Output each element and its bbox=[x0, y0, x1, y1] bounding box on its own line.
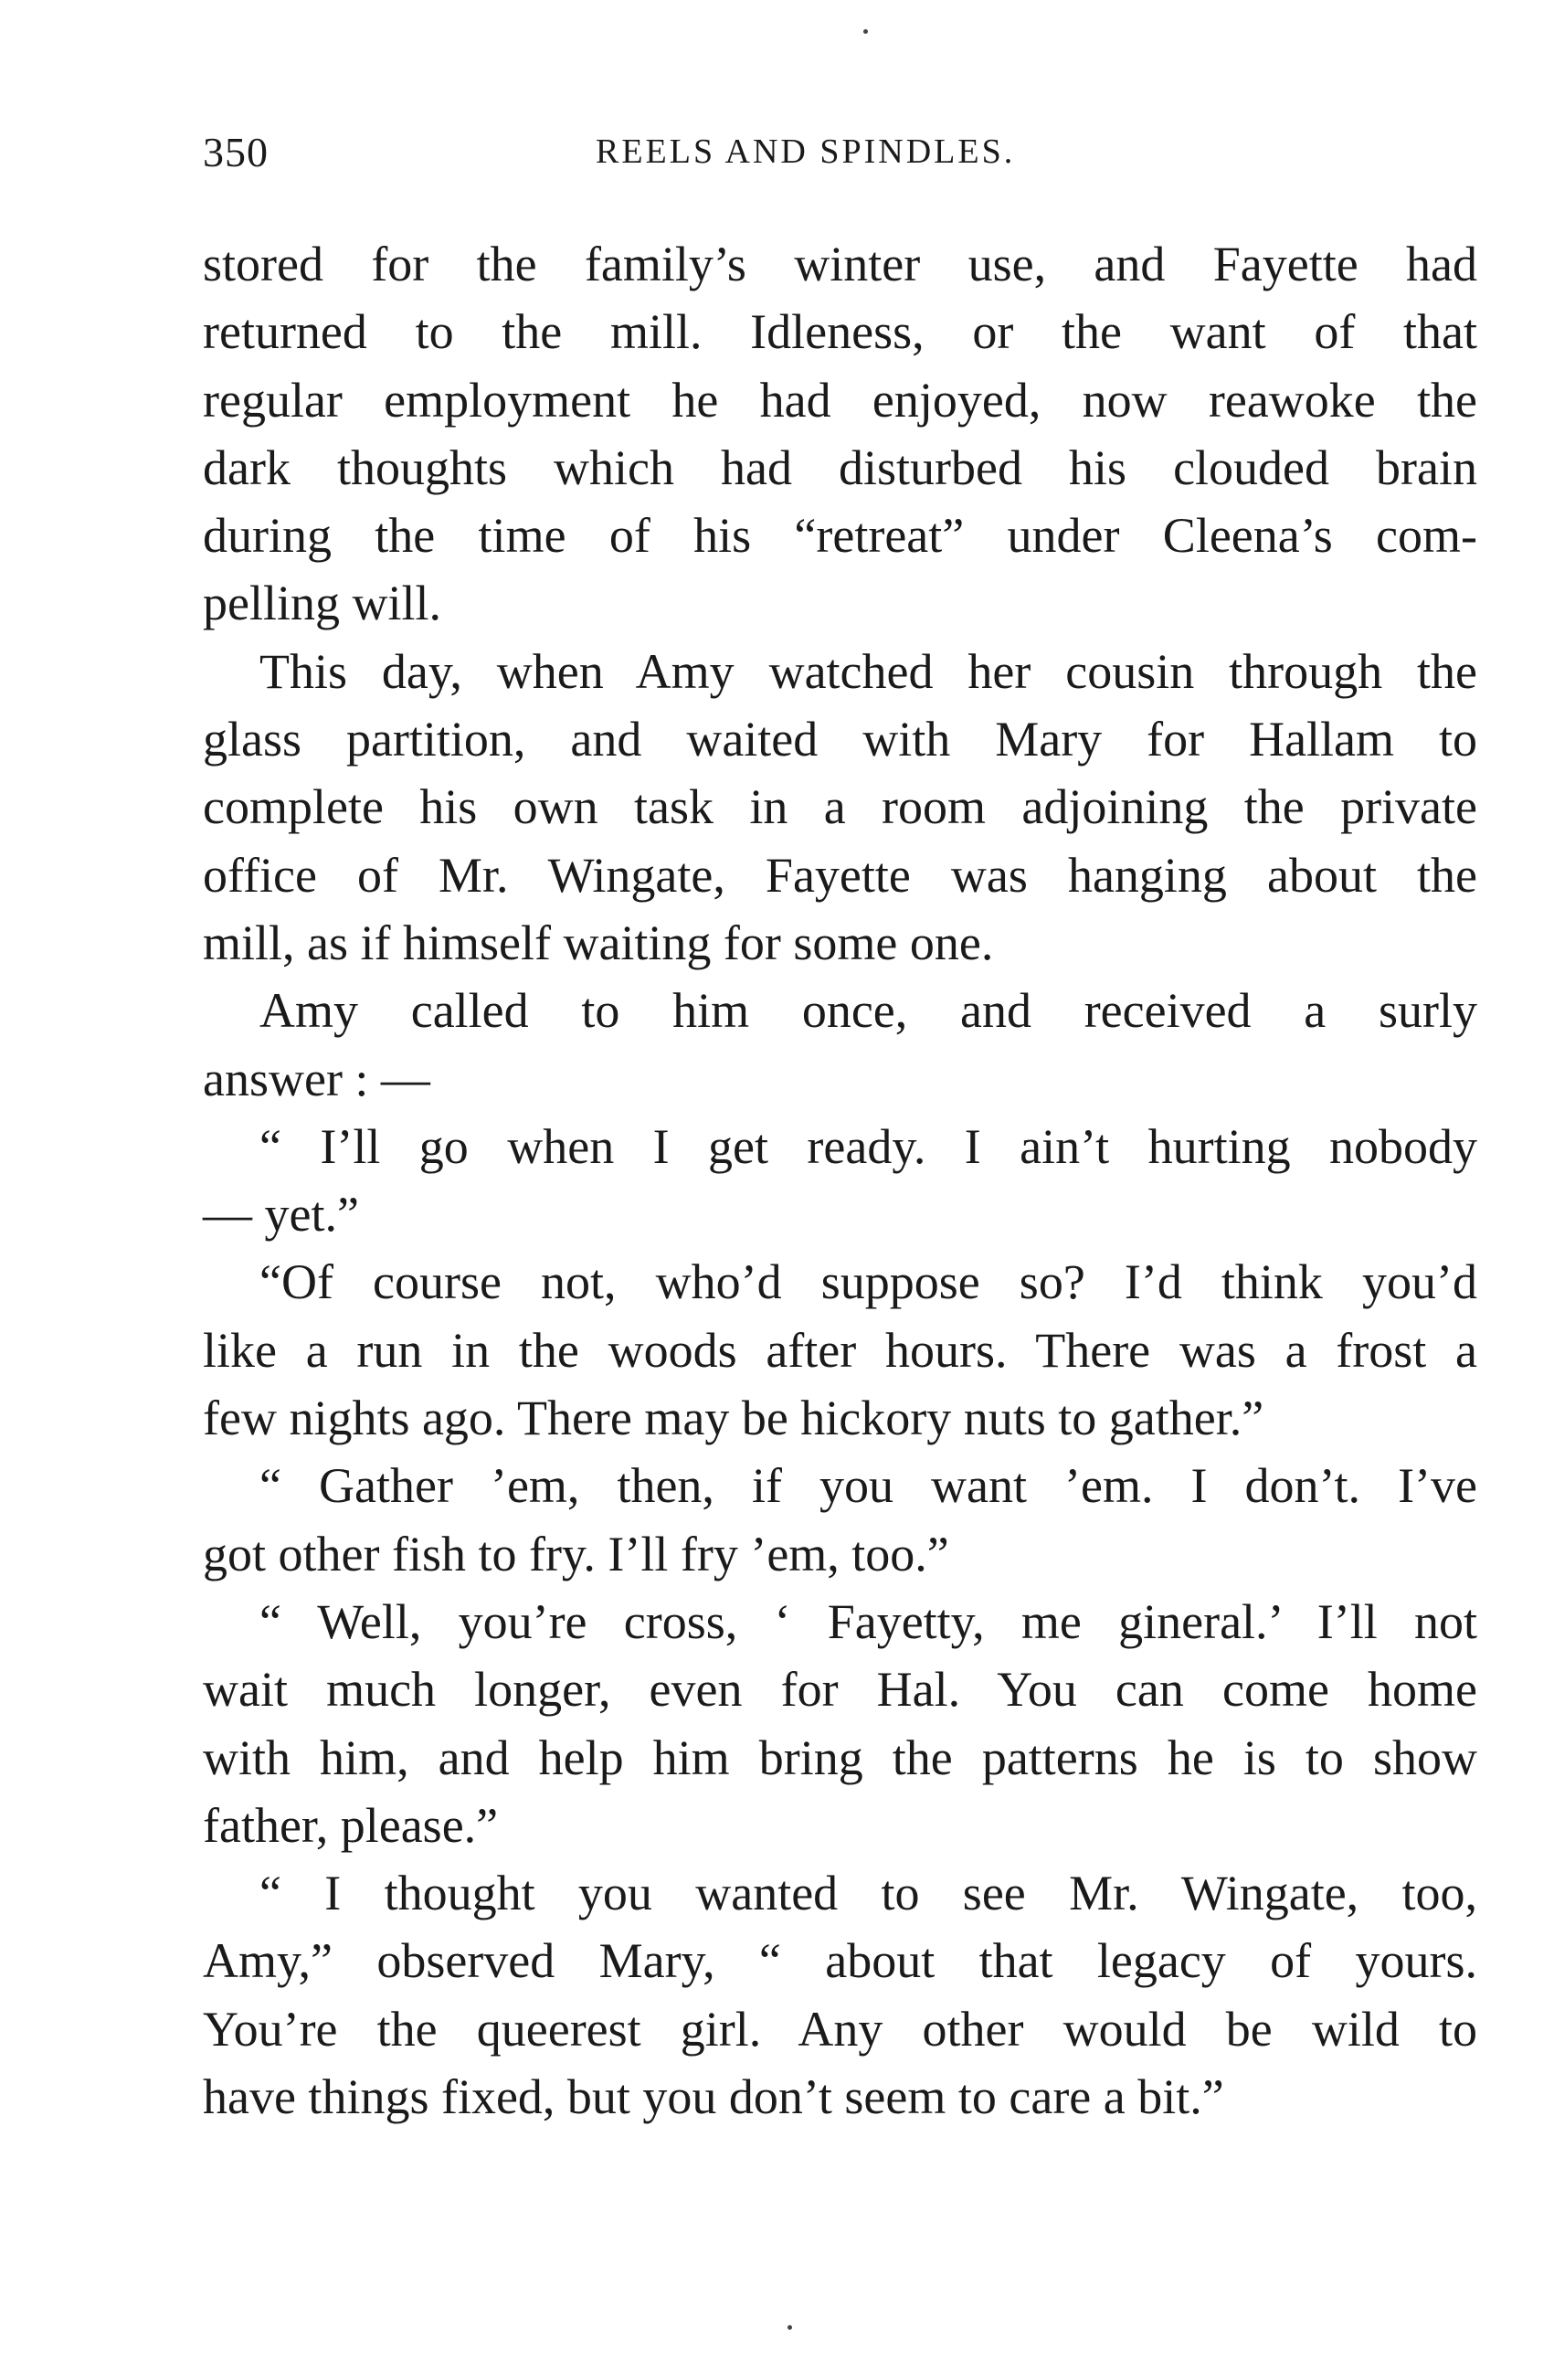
text-line: have things fixed, but you don’t seem to care a bit.” bbox=[203, 2069, 1224, 2125]
text-line: “ I thought you wanted to see Mr. Wingate, too, bbox=[259, 1866, 1477, 1921]
text-line: — yet.” bbox=[203, 1187, 359, 1243]
running-head: REELS AND SPINDLES. bbox=[596, 132, 1016, 171]
text-line: during the time of his “retreat” under Cleena’s com- bbox=[203, 508, 1477, 564]
text-line: pelling will. bbox=[203, 576, 441, 631]
text-line: Amy,” observed Mary, “ about that legacy of yours. bbox=[203, 1933, 1477, 1989]
text-line: answer : — bbox=[203, 1051, 430, 1106]
text-line: dark thoughts which had disturbed his clouded brain bbox=[203, 439, 1477, 495]
text-line: got other fish to fry. I’ll fry ’em, too.” bbox=[203, 1526, 949, 1581]
text-line: complete his own task in a room adjoining the private bbox=[203, 779, 1477, 835]
text-line: Amy called to him once, and received a surly bbox=[259, 983, 1477, 1039]
text-line: This day, when Amy watched her cousin through the bbox=[259, 643, 1477, 699]
text-line: wait much longer, even for Hal. You can come home bbox=[203, 1662, 1477, 1718]
scan-speck bbox=[863, 29, 868, 34]
page-number: 350 bbox=[203, 129, 269, 175]
text-line: mill, as if himself waiting for some one. bbox=[203, 915, 994, 970]
text-line: regular employment he had enjoyed, now reawoke the bbox=[203, 372, 1477, 428]
text-line: returned to the mill. Idleness, or the want of that bbox=[203, 304, 1477, 360]
body-text bbox=[203, 230, 1477, 2131]
text-line: office of Mr. Wingate, Fayette was hanging about the bbox=[203, 847, 1477, 903]
text-line: like a run in the woods after hours. There was a frost a bbox=[203, 1322, 1477, 1378]
text-line: few nights ago. There may be hickory nuts to gather.” bbox=[203, 1391, 1264, 1446]
text-line: glass partition, and waited with Mary for Hallam to bbox=[203, 712, 1477, 767]
text-line: stored for the family’s winter use, and Fayette had bbox=[203, 237, 1477, 291]
text-line: “ Well, you’re cross, ‘ Fayetty, me gineral.’ I’ll not bbox=[259, 1593, 1477, 1649]
text-line: You’re the queerest girl. Any other would be wild to bbox=[203, 2001, 1477, 2057]
text-line: father, please.” bbox=[203, 1797, 499, 1853]
scan-speck bbox=[788, 2325, 792, 2330]
page-header bbox=[203, 128, 1477, 183]
text-line: “Of course not, who’d suppose so? I’d think you’d bbox=[259, 1254, 1477, 1310]
text-line: “ Gather ’em, then, if you want ’em. I don’t. I’ve bbox=[259, 1458, 1477, 1514]
text-line: with him, and help him bring the patterns he is to show bbox=[203, 1729, 1477, 1785]
text-line: “ I’ll go when I get ready. I ain’t hurting nobody bbox=[259, 1118, 1477, 1174]
